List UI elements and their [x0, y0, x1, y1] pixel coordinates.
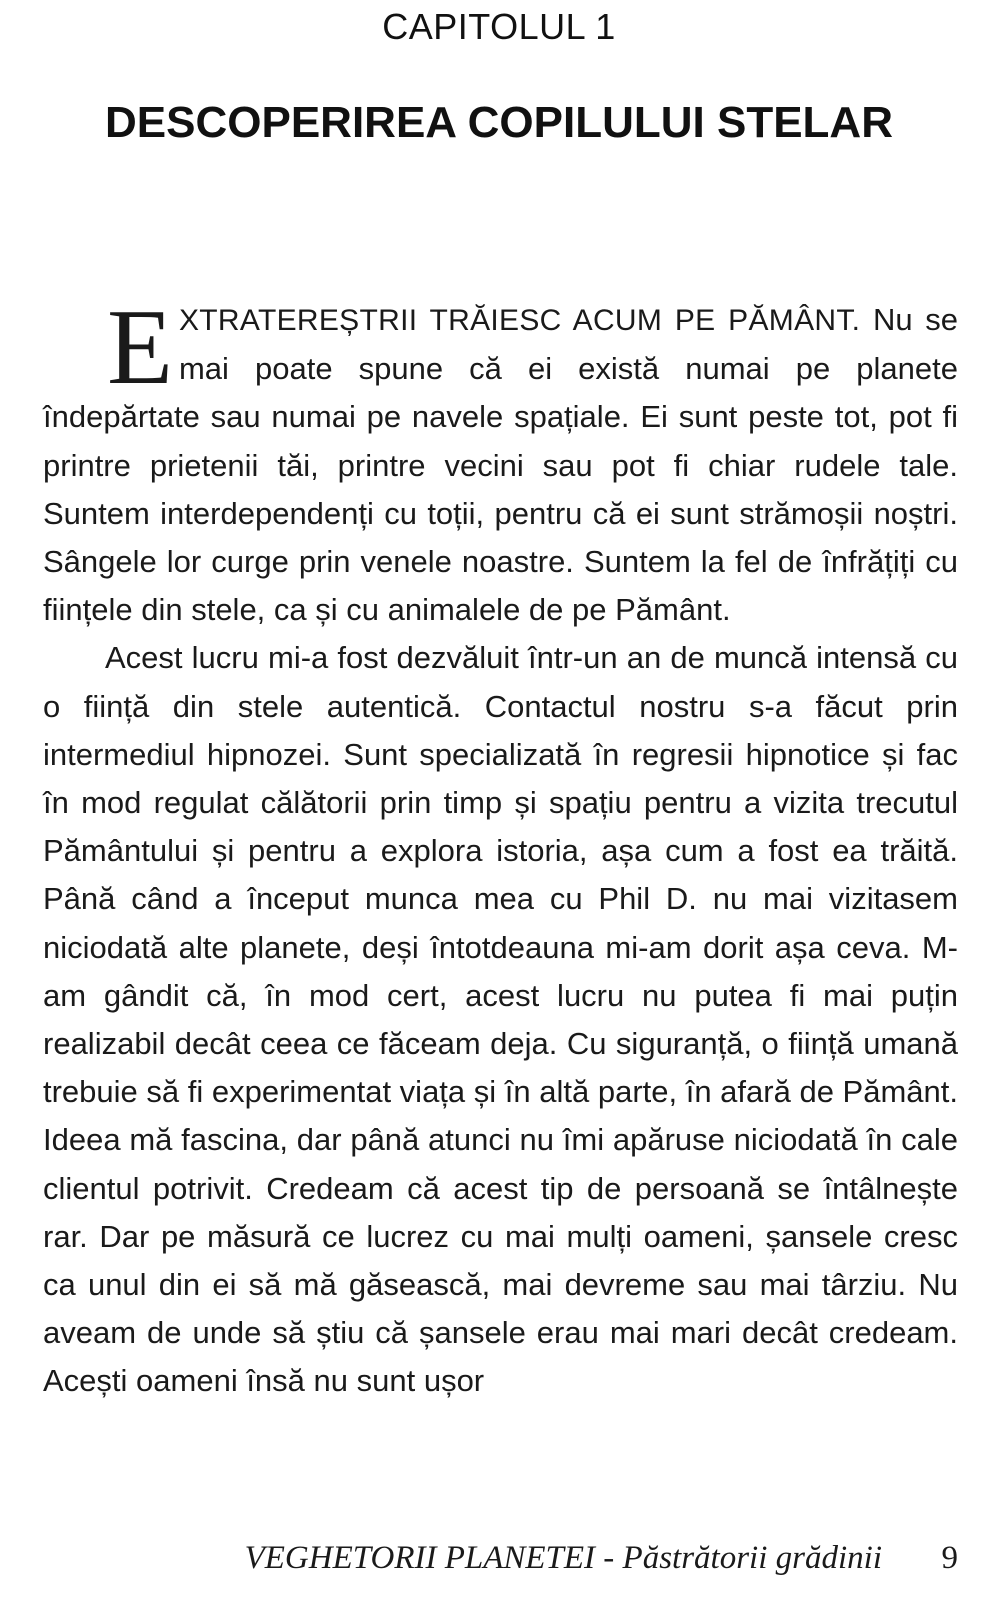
- page-number: 9: [941, 1540, 958, 1576]
- opening-words: XTRATEREȘTRII TRĂIESC ACUM PE PĂMÂNT.: [178, 304, 861, 337]
- running-footer-title: VEGHETORII PLANETEI - Păstrătorii grădinii: [244, 1540, 882, 1576]
- chapter-label: CAPITOLUL 1: [382, 6, 616, 47]
- page-footer: [0, 1540, 958, 1580]
- paragraph-1-text: Nu se mai poate spune că ei există numai pe planete îndepărtate sau numai pe navele spațiale. Ei sunt peste tot, pot fi printre prietenii tăi, printre vecini sau pot fi chiar rudele tale. Suntem interdependenți cu toții, pentru că ei sunt strămoșii noștri. Sângele lor curge prin venele noastre. Suntem la fel de înfrățiți cu ființele din stele, ca și cu animalele de pe Pământ.: [43, 302, 958, 628]
- paragraph-1: [43, 288, 958, 634]
- drop-cap: E: [107, 288, 173, 407]
- chapter-body: [43, 288, 958, 1406]
- chapter-title: DESCOPERIREA COPILULUI STELAR: [105, 98, 893, 147]
- paragraph-2: Acest lucru mi-a fost dezvăluit într-un an de muncă intensă cu o ființă din stele autentică. Contactul nostru s-a făcut prin intermediul hipnozei. Sunt specializată în regresii hipnotice și fac în mod regulat călătorii prin timp și spațiu pentru a vizita trecutul Pământului și pentru a explora istoria, așa cum a fost ea trăită. Până când a început munca mea cu Phil D. nu mai vizitasem niciodată alte planete, deși întotdeauna mi-am dorit așa ceva. M-am gândit că, în mod cert, acest lucru nu putea fi mai puțin realizabil decât ceea ce făceam deja. Cu siguranță, o ființă umană trebuie să fi experimentat viața și în altă parte, în afară de Pământ. Ideea mă fascina, dar până atunci nu îmi apăruse niciodată în cale clientul potrivit. Credeam că acest tip de persoană se întâlnește rar. Dar pe măsură ce lucrez cu mai mulți oameni, șansele cresc ca unul din ei să mă găsească, mai devreme sau mai târziu. Nu aveam de unde să știu că șansele erau mai mari decât credeam. Acești oameni însă nu sunt ușor: [43, 640, 958, 1399]
